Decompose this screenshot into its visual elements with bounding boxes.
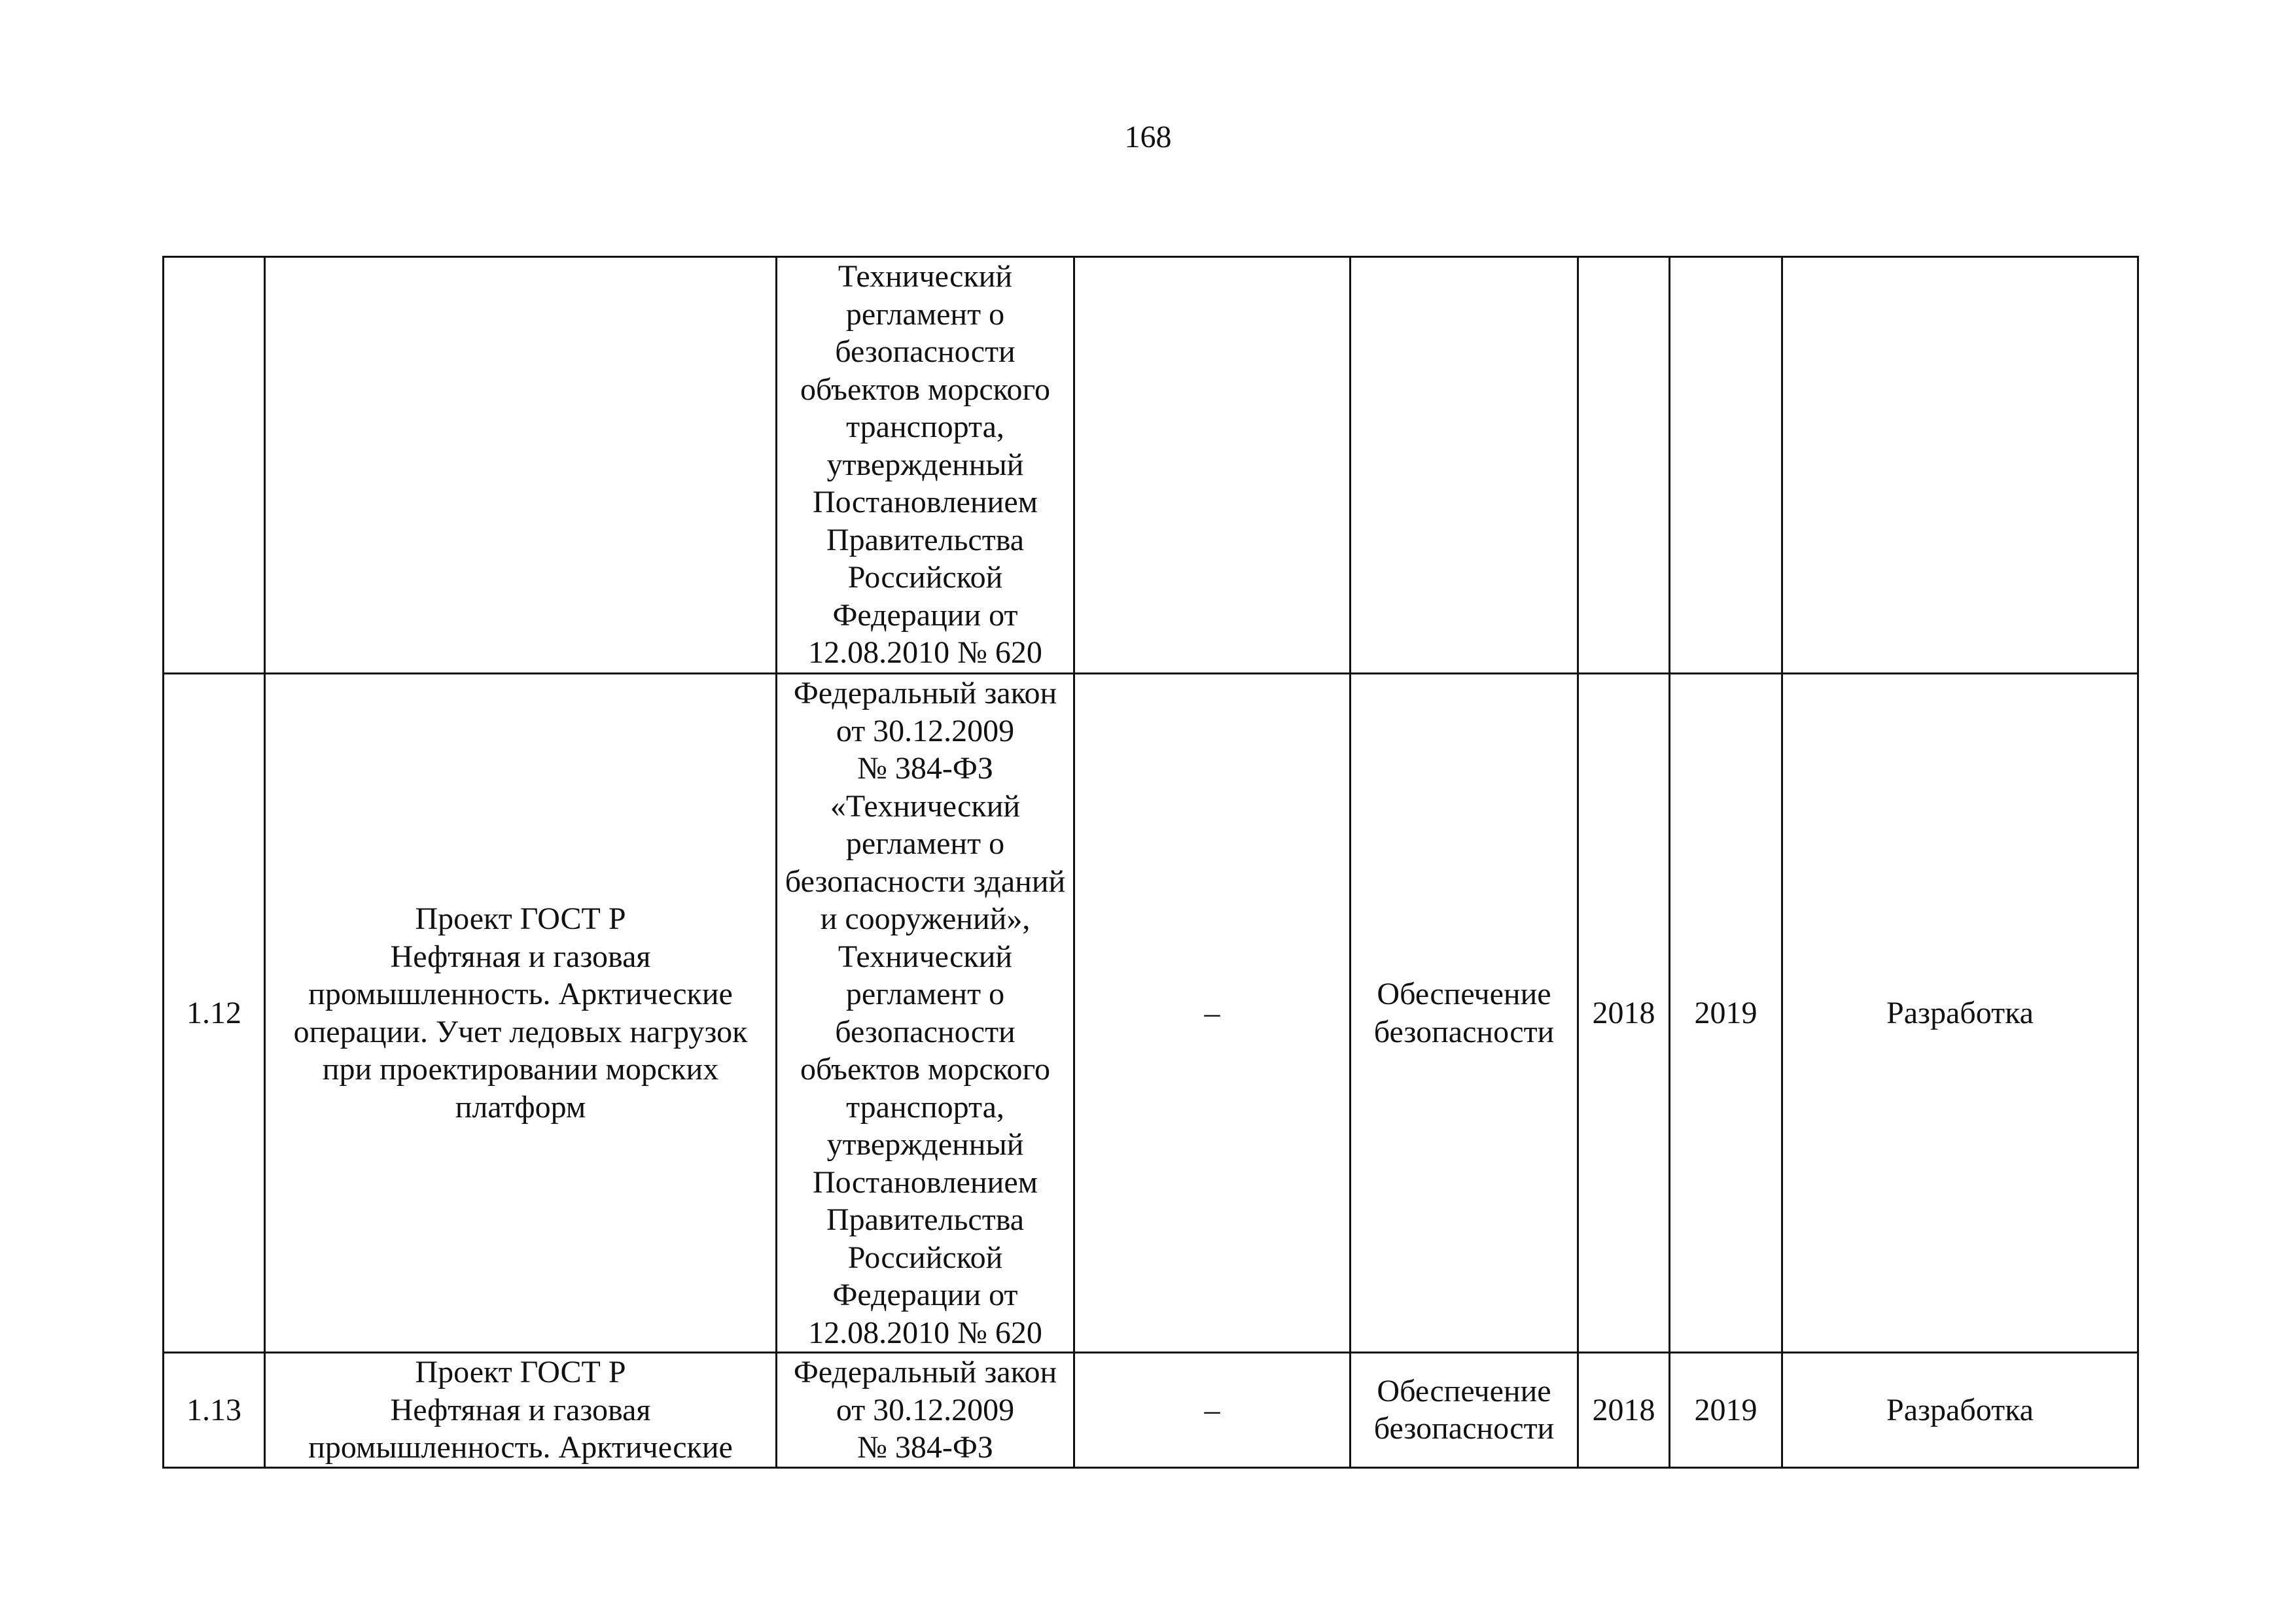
- cell-year-end: 2019: [1670, 1353, 1782, 1468]
- cell-status: Разработка: [1782, 1353, 2138, 1468]
- cell-year-start: 2018: [1578, 674, 1670, 1353]
- basis-line: Федерации от: [832, 597, 1018, 633]
- title-line: Проект ГОСТ Р: [415, 901, 626, 936]
- basis-line: «Технический: [830, 788, 1021, 824]
- basis-line: 12.08.2010 № 620: [808, 1315, 1042, 1350]
- standards-table: [162, 256, 2139, 1469]
- basis-line: Постановлением: [812, 485, 1038, 519]
- cell-number: 1.12: [164, 674, 265, 1353]
- purpose-line: безопасности: [1373, 1014, 1555, 1049]
- cell-title: [265, 1353, 777, 1468]
- title-line: при проектировании морских: [322, 1052, 719, 1087]
- basis-line: Правительства: [826, 522, 1025, 557]
- basis-line: 12.08.2010 № 620: [808, 635, 1042, 670]
- title-line: Нефтяная и газовая: [390, 1392, 651, 1427]
- cell-basis: [777, 1353, 1074, 1468]
- cell-col4: [1074, 257, 1351, 674]
- table-row: [164, 674, 2138, 1353]
- basis-line: регламент о: [845, 296, 1005, 332]
- basis-line: Правительства: [826, 1202, 1025, 1237]
- basis-line: и сооружений»,: [820, 901, 1031, 936]
- basis-line: № 384-ФЗ: [857, 1430, 993, 1465]
- cell-basis: [777, 674, 1074, 1353]
- basis-line: объектов морского: [800, 1052, 1051, 1087]
- basis-line: Российской: [847, 560, 1003, 595]
- basis-line: Федеральный закон: [793, 1355, 1057, 1389]
- basis-line: безопасности: [835, 334, 1016, 369]
- cell-purpose: [1351, 674, 1578, 1353]
- title-line: операции. Учет ледовых нагрузок: [293, 1014, 748, 1049]
- table-row: [164, 257, 2138, 674]
- cell-purpose: [1351, 1353, 1578, 1468]
- basis-line: Федеральный закон: [793, 676, 1057, 710]
- cell-year-end: 2019: [1670, 674, 1782, 1353]
- basis-line: безопасности: [835, 1014, 1016, 1049]
- table-row: [164, 1353, 2138, 1468]
- basis-line: Технический: [838, 939, 1013, 974]
- basis-line: безопасности зданий: [785, 864, 1066, 899]
- cell-basis: [777, 257, 1074, 674]
- basis-line: Федерации от: [832, 1278, 1018, 1312]
- cell-number: 1.13: [164, 1353, 265, 1468]
- title-line: Нефтяная и газовая: [390, 939, 651, 974]
- basis-line: Российской: [847, 1240, 1003, 1275]
- cell-title: [265, 257, 777, 674]
- page-number: 168: [1124, 120, 1172, 154]
- purpose-line: безопасности: [1373, 1411, 1555, 1446]
- basis-line: утвержденный: [826, 1127, 1024, 1162]
- purpose-line: Обеспечение: [1377, 1373, 1551, 1408]
- basis-line: объектов морского: [800, 372, 1051, 407]
- basis-line: регламент о: [845, 826, 1005, 861]
- cell-title: [265, 674, 777, 1353]
- cell-year-start: 2018: [1578, 1353, 1670, 1468]
- cell-col4: –: [1074, 1353, 1351, 1468]
- purpose-line: Обеспечение: [1377, 977, 1551, 1011]
- basis-line: от 30.12.2009: [836, 713, 1015, 748]
- basis-line: утвержденный: [826, 447, 1024, 482]
- basis-line: Постановлением: [812, 1164, 1038, 1200]
- basis-line: от 30.12.2009: [836, 1392, 1015, 1427]
- title-line: промышленность. Арктические: [308, 1430, 733, 1465]
- cell-status: [1782, 257, 2138, 674]
- cell-year-end: [1670, 257, 1782, 674]
- basis-line: регламент о: [845, 977, 1005, 1011]
- basis-line: транспорта,: [846, 410, 1004, 444]
- cell-status: Разработка: [1782, 674, 2138, 1353]
- title-line: платформ: [455, 1089, 586, 1125]
- cell-col4: –: [1074, 674, 1351, 1353]
- basis-line: Технический: [838, 259, 1013, 294]
- cell-year-start: [1578, 257, 1670, 674]
- title-line: промышленность. Арктические: [308, 977, 733, 1011]
- cell-purpose: [1351, 257, 1578, 674]
- cell-number: [164, 257, 265, 674]
- title-line: Проект ГОСТ Р: [415, 1355, 626, 1389]
- basis-line: транспорта,: [846, 1089, 1004, 1125]
- basis-line: № 384-ФЗ: [857, 751, 993, 786]
